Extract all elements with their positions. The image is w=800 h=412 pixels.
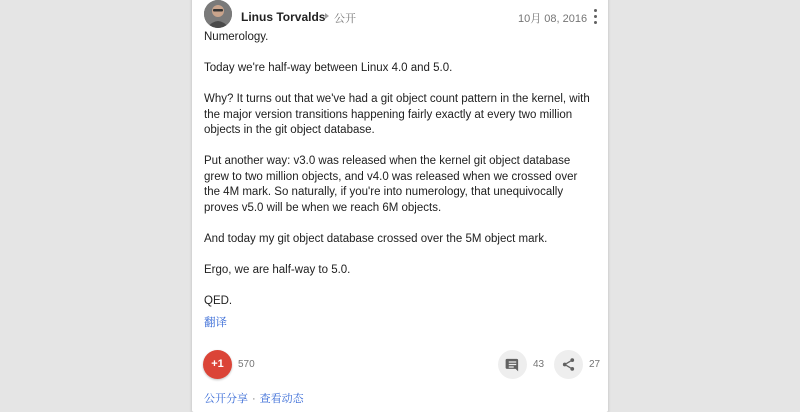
post-paragraph: Ergo, we are half-way to 5.0. (204, 263, 351, 276)
post-paragraph: Why? It turns out that we've had a git object count pattern in the kernel, with the major version transitions happening fairly exactly at every two million objects in the git object database. (204, 93, 590, 136)
share-button[interactable] (554, 350, 583, 379)
view-activity-link[interactable]: 查看动态 (259, 393, 304, 405)
post-date[interactable]: 10月 08, 2016 (518, 13, 588, 25)
comment-count: 43 (533, 359, 545, 370)
post-paragraph: Put another way: v3.0 was released when the kernel git object database grew to two million objects, and v4.0 was released when we crossed over the 4M mark. So naturally, if you're into numerology, that unequivocally proves v5.0 will be when we reach 6M objects. (204, 155, 578, 214)
post-paragraph: Numerology. (204, 31, 269, 43)
post-card (192, 0, 608, 412)
comment-button[interactable] (498, 350, 527, 379)
comment-icon (505, 357, 520, 372)
footer-separator: · (252, 393, 256, 405)
share-icon (561, 357, 576, 372)
footer-links (204, 390, 304, 406)
translate-link[interactable]: 翻译 (204, 317, 227, 329)
post-paragraph: And today my git object database crossed over the 5M object mark. (204, 232, 548, 245)
post-body (204, 30, 596, 309)
public-share-link[interactable]: 公开分享 (204, 393, 248, 405)
more-vert-icon[interactable] (588, 6, 604, 26)
visibility-arrow-icon (325, 13, 329, 19)
avatar-image (204, 0, 232, 28)
post-paragraph: Today we're half-way between Linux 4.0 and 5.0. (204, 62, 453, 74)
post-header (204, 0, 596, 30)
post-paragraph: QED. (204, 294, 233, 307)
visibility-label[interactable]: 公开 (334, 13, 356, 25)
plus-one-count[interactable]: 570 (238, 359, 255, 370)
author-name[interactable]: Linus Torvalds (241, 10, 326, 24)
share-count: 27 (589, 359, 601, 370)
avatar[interactable] (204, 0, 232, 28)
plus-one-button[interactable]: +1 (203, 350, 232, 379)
